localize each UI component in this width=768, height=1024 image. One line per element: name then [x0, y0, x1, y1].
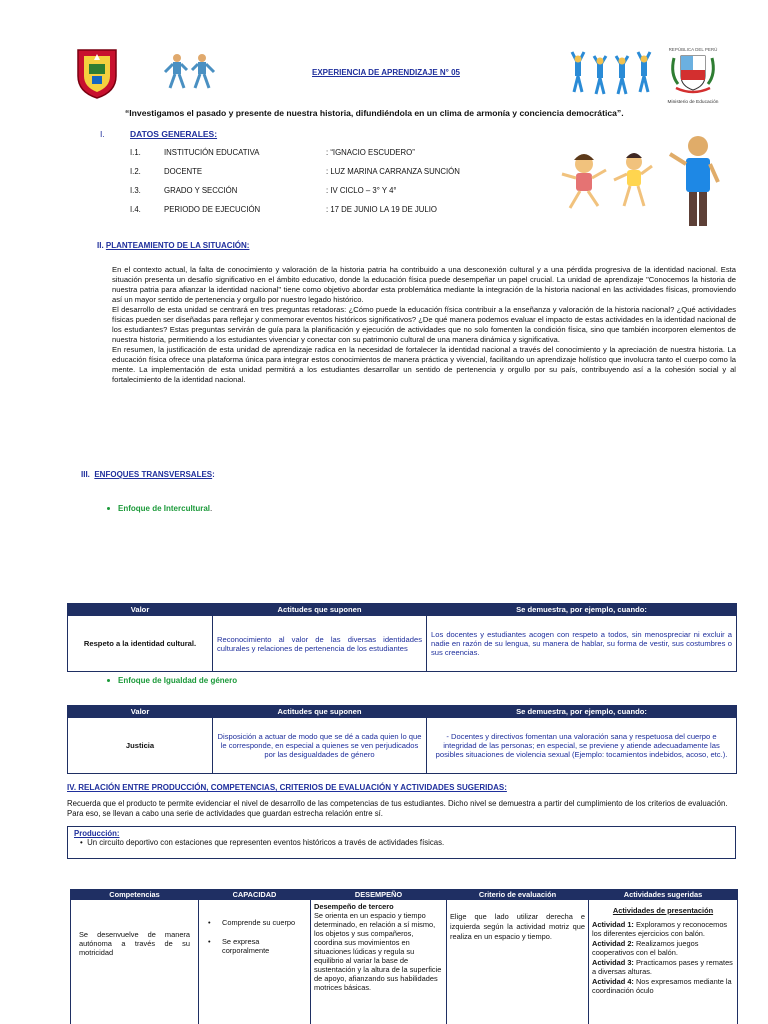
attitudes-cell: Reconocimiento al valor de las diversas identidades culturales y relaciones de pertenencia de los estudiantes — [213, 616, 427, 672]
table-header: Actividades sugeridas — [589, 890, 738, 900]
production-item: • Un circuito deportivo con estaciones que representen eventos históricos a través de actividades físicas. — [80, 838, 445, 847]
row-value: : LUZ MARINA CARRANZA SUNCIÓN — [326, 167, 460, 176]
exercising-kids-icon — [160, 52, 220, 92]
approach-intercultural — [107, 504, 212, 513]
approach-label: Enfoque de Igualdad de género — [118, 676, 238, 685]
row-code: I.2. — [130, 167, 141, 176]
section-approaches-heading — [81, 470, 215, 479]
section-number: II. — [97, 241, 104, 250]
approach-gender-equality — [107, 676, 237, 685]
table-header: Se demuestra, por ejemplo, cuando: — [427, 706, 737, 718]
row-code: I.3. — [130, 186, 141, 195]
seal-caption: Ministerio de Educación — [667, 100, 719, 105]
row-code: I.4. — [130, 205, 141, 214]
approach-label-end: . — [210, 504, 213, 513]
situation-text — [112, 265, 736, 385]
table-row — [71, 900, 738, 1024]
paragraph: En resumen, la justificación de esta unidad de aprendizaje radica en la necesidad de fortalecer la identidad nacional a través del conocimiento y la apreciación de nuestra historia. La educación física ofrece una plataforma única para integrar estos conocimientos de manera práctica y vivencial, facilitando un aprendizaje holístico que involucra tanto el cuerpo como la mente. La implementación de esta unidad permitirá a los estudiantes desarrollar un sentido de pertenencia y orgullo por su país, contribuyendo así a la cohesión social y al fortalecimiento de la identidad nacional. — [112, 345, 736, 384]
section-situation-heading — [97, 241, 249, 250]
family-illustration-icon — [548, 134, 728, 230]
capacity-cell — [199, 900, 311, 1024]
table-header: Se demuestra, por ejemplo, cuando: — [427, 604, 737, 616]
intercultural-values-table — [67, 603, 737, 672]
row-label: DOCENTE — [164, 167, 203, 176]
row-value: : “IGNACIO ESCUDERO” — [326, 148, 415, 157]
section-relation-heading — [67, 783, 507, 792]
table-header: Criterio de evaluación — [447, 890, 589, 900]
gender-values-table — [67, 705, 737, 774]
activity-item: Actividad 3: Practicamos pases y remates a diversas alturas. — [592, 957, 733, 976]
example-cell: Los docentes y estudiantes acogen con respeto a todos, sin menospreciar ni excluir a nadie en razón de su lengua, su manera de hablar, su forma de vestir, sus costumbres o sus creencias. — [427, 616, 737, 672]
row-value: : 17 DE JUNIO LA 19 DE JULIO — [326, 205, 437, 214]
competencies-table — [70, 889, 738, 1024]
row-label: GRADO Y SECCIÓN — [164, 186, 238, 195]
table-header: Actitudes que suponen — [213, 706, 427, 718]
section-title: PLANTEAMIENTO DE LA SITUACIÓN: — [105, 241, 250, 250]
table-header: DESEMPEÑO — [311, 890, 447, 900]
table-header: Valor — [68, 706, 213, 718]
competency-cell: Se desenvuelve de manera autónoma a través de su motricidad — [71, 900, 199, 1024]
section-title-colon: : — [212, 470, 215, 479]
production-box — [67, 826, 736, 859]
activity-item: Actividad 2: Realizamos juegos cooperativos con el balón. — [592, 938, 699, 957]
peru-coat-of-arms-icon — [664, 44, 722, 106]
section-title: DATOS GENERALES: — [130, 129, 218, 139]
table-header: Competencias — [71, 890, 199, 900]
activities-cell — [589, 900, 738, 1024]
table-row — [68, 616, 737, 672]
performance-title: Desempeño de tercero — [314, 902, 394, 911]
value-cell: Justicia — [68, 718, 213, 774]
example-cell: - Docentes y directivos fomentan una valoración sana y respetuosa del cuerpo e integridad de las personas; en especial, se previene y atiende adecuadamente las posibles situaciones de violencia sexual (Ejemplo: tocamientos indebidos, acoso, etc.). — [427, 718, 737, 774]
performance-text: Se orienta en un espacio y tiempo determinado, en relación a sí mismo, los objetos y sus compañeros, coordina sus movimientos en situaciones lúdicas y regula su equilibrio al variar la base de sustentación y la altura de la superficie de apoyo, afianzando sus habilidades motrices básicas. — [314, 911, 442, 992]
seal-text: REPÚBLICA DEL PERÚ — [668, 47, 718, 52]
activities-title: Actividades de presentación — [612, 906, 714, 915]
row-value: : IV CICLO – 3° Y 4° — [326, 186, 397, 195]
experience-title: EXPERIENCIA DE APRENDIZAJE N° 05 — [312, 68, 460, 77]
attitudes-cell: Disposición a actuar de modo que se dé a cada quien lo que le corresponde, en especial a quienes se ven perjudicados por las desigualdades de género — [213, 718, 427, 774]
table-row — [68, 718, 737, 774]
activity-item: Actividad 1: Exploramos y reconocemos los diferentes ejercicios con balón. — [592, 919, 728, 938]
section-title: ENFOQUES TRANSVERSALES — [94, 470, 213, 479]
general-data-list — [130, 148, 530, 228]
section-note: Recuerda que el producto te permite evidenciar el nivel de desarrollo de las competencias de tus estudiantes. Dicho nivel se demuestra a partir del cumplimiento de los criterios de evaluación. Para eso, se llevan a cabo una serie de actividades que guardan estrecha relación entre sí. — [67, 799, 728, 818]
capacity-item: • Comprende su cuerpo — [202, 918, 307, 927]
value-cell: Respeto a la identidad cultural. — [68, 616, 213, 672]
row-label: PERIODO DE EJECUCIÓN — [164, 205, 261, 214]
row-code: I.1. — [130, 148, 141, 157]
row-label: INSTITUCIÓN EDUCATIVA — [164, 148, 260, 157]
table-header: CAPACIDAD — [199, 890, 311, 900]
production-text: Un circuito deportivo con estaciones que representen eventos históricos a través de actividades físicas. — [87, 838, 445, 847]
table-header: Actitudes que suponen — [213, 604, 427, 616]
section-general-data — [100, 129, 218, 139]
production-label: Producción: — [74, 829, 120, 838]
paragraph: El desarrollo de esta unidad se centrará en tres preguntas retadoras: ¿Cómo puede la educación física contribuir a la enseñanza y valoración de la historia nacional? ¿Qué actividades físicas pueden ser diseñadas para reflejar y conmemorar eventos históricos significativos? ¿De qué manera podemos evaluar el impacto de estas actividades en la identidad nacional de los estudiantes? Estas preguntas servirán de guía para la planificación y ejecución de actividades que no solo fomenten la condición física, sino que también incorporen elementos de nuestra historia, permitiendo a los estudiantes vivenciar y conectar con su patrimonio cultural de una manera dinámica y significativa. — [112, 305, 736, 344]
capacity-item: • Se expresa corporalmente — [202, 937, 307, 955]
performance-cell — [311, 900, 447, 1024]
cheering-kids-icon — [566, 50, 656, 96]
section-number: III. — [81, 470, 90, 479]
table-header: Valor — [68, 604, 213, 616]
paragraph: En el contexto actual, la falta de conocimiento y valoración de la historia patria ha contribuido a una desconexión cultural y a una pérdida progresiva de la identidad nacional. Esta situación presenta un desafío significativo en el ámbito educativo, donde la educación física puede desempeñar un papel crucial. La unidad de aprendizaje "Conocemos la historia de nuestra patria para afianzar la identidad nacional" tiene como objetivo abordar esta problemática mediante la integración de la historia nacional en las actividades físicas, promoviendo así un mayor sentido de pertenencia y orgullo por nuestro legado histórico. — [112, 265, 736, 304]
approach-label: Enfoque de Intercultural — [118, 504, 211, 513]
experience-motto: “Investigamos el pasado y presente de nuestra historia, difundiéndola en un clima de armonía y conciencia democrática”. — [125, 108, 624, 118]
section-number: I. — [100, 129, 105, 139]
section-title: IV. RELACIÓN ENTRE PRODUCCIÓN, COMPETENCIAS, CRITERIOS DE EVALUACIÓN Y ACTIVIDADES SUGERIDAS: — [67, 783, 507, 792]
criterion-cell: Elige que lado utilizar derecha e izquierda según la actividad motriz que realiza en un espacio y tiempo. — [447, 900, 589, 1024]
activity-item: Actividad 4: Nos expresamos mediante la coordinación óculo — [592, 976, 732, 995]
school-crest-icon — [74, 46, 120, 100]
